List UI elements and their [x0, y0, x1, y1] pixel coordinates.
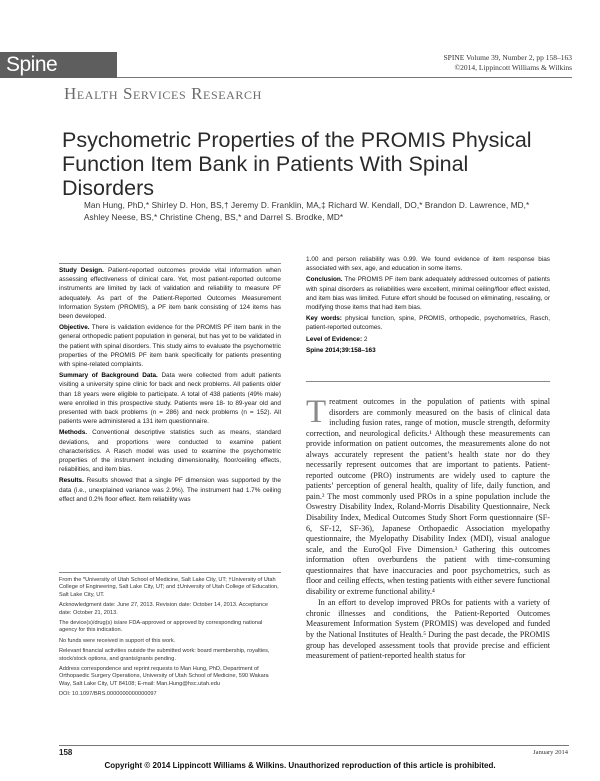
footnote-address: Address correspondence and reprint requests to Man Hung, PhD, Department of Orthopaedic Surgery Operations, University of Utah School of Medicine, 590 Wakara Way, Salt Lake City, UT 84108; E-mail: Man.Hung@hsc.utah.edu: [59, 666, 269, 687]
abstract-keywords: Key words: physical function, spine, PROMIS, orthopedic, psychometrics, Rasch, patient-reported outcomes.: [306, 315, 551, 332]
abstract-results-continued: 1.00 and person reliability was 0.99. We found evidence of item response bias associated with sex, age, and education in some items.: [306, 256, 550, 273]
abstract-methods: Methods. Conventional descriptive statistics such as means, standard deviations, and proportions were conducted to examine patient characteristics. A Rasch model was used to examine the psychometric properties of the instrument including dimensionality, floor/ceiling effects, reliabilities, and item bias.: [59, 429, 281, 474]
journal-copyright-line: ©2014, Lippincott Williams & Wilkins: [454, 63, 572, 72]
footnote-affiliations: From the *University of Utah School of Medicine, Salt Lake City, UT; †University of Utah College of Engineering, Salt Lake City, UT; and ‡University of Utah College of Education, Salt Lake City, UT.: [59, 577, 279, 598]
issue-date: January 2014: [533, 749, 568, 756]
body-paragraph-1: Treatment outcomes in the population of patients with spinal disorders are commonly measured on the basis of clinical data including fusion rates, range of motion, muscle strength, deformity correction, and neurological deficits.¹ Although these measurements can provide information on patient outcomes, the measurements alone do not always accurately represent the patient’s health state nor do they necessarily represent outcomes that are important to patients. Patient-reported outcome (PRO) instruments are widely used to capture the patients’ perception of general health, quality of life, daily function, and pain.² The most commonly used PROs in a spine population include the Oswestry Disability Index, Roland-Morris Disability Questionnaire, Neck Disability Index, Medical Outcomes Study Short Form questionnaire (SF-6, SF-12, SF-36), Japanese Orthopaedic Association myelopathy questionnaire, the Myelopathy Disability Index (MDI), visual analogue scale, and the EuroQol Five Dimension.³ Gathering this outcomes information often overburdens the patient with time-consuming questionnaires that have inaccuracies and poor psychometrics, such as floor and ceiling effects, when testing patients with either severe functional disability or extreme functional ability.⁴: [306, 394, 550, 596]
header-divider: [117, 77, 572, 78]
journal-volume-line: SPINE Volume 39, Number 2, pp 158–163: [443, 53, 572, 62]
abstract-background: Summary of Background Data. Data were collected from adult patients visiting a university spine clinic for back and neck problems. All patients older than 18 years were eligible to participate. A total of 438 patients (49% male) were enrolled in this prospective study. Patients were 18- to 89-year old and presented with back problems (n = 286) and neck problems (n = 152). All patients were administered a 131 item questionnaire.: [59, 372, 281, 426]
abstract-conclusion: Conclusion. The PROMIS PF item bank adequately addressed outcomes of patients with spinal disorders as reliabilities were excellent, minimal ceiling/floor effect existed, and item bias was limited. Future effort should be focused on eliminating, rescaling, or modifying those items that had item bias.: [306, 276, 550, 312]
footnotes: [59, 577, 281, 702]
article-title: Psychometric Properties of the PROMIS Physical Function Item Bank in Patients With Spinal Disorders: [62, 128, 532, 200]
article-body: [306, 394, 550, 663]
footer-divider: [59, 745, 569, 746]
abstract-top-divider: [59, 263, 281, 264]
footnote-dates: Acknowledgment date: June 27, 2013. Revision date: October 14, 2013. Acceptance date: October 21, 2013.: [59, 602, 268, 616]
copyright-notice: Copyright © 2014 Lippincott Williams & Wilkins. Unauthorized reproduction of this article is prohibited.: [104, 761, 496, 770]
body-paragraph-2: In an effort to develop improved PROs for patients with a variety of chronic illnesses and conditions, the Patient-Reported Outcomes Measurement Information System (PROMIS) was developed and funded by the National Institutes of Health.⁵ During the past decade, the PROMIS group has developed assessment tools that provide precise and efficient measurement of patient-reported health status for: [306, 598, 550, 661]
abstract-right-column: [306, 255, 550, 357]
drop-cap: T: [306, 394, 327, 430]
journal-logo: Spine: [0, 52, 117, 78]
footnote-financial: Relevant financial activities outside the submitted work: board membership, royalties, stock/stock options, and grants/grants pending.: [59, 648, 270, 662]
footnote-devices: The device(s)/drug(s) is/are FDA-approved or approved by corresponding national agency for this indication.: [59, 620, 263, 634]
journal-info: [444, 53, 572, 73]
abstract-bottom-divider: [306, 381, 550, 382]
author-list: Man Hung, PhD,* Shirley D. Hon, BS,† Jeremy D. Franklin, MA,‡ Richard W. Kendall, DO,* Brandon D. Lawrence, MD,* Ashley Neese, BS,* Christine Cheng, BS,* and Darrel S. Brodke, MD*: [84, 201, 530, 222]
abstract-study-design: Study Design. Patient-reported outcomes provide vital information when assessing effectiveness of clinical care. Yet, most patient-reported outcome instruments are limited by lack of validation and reliability to measure PF adequately. As part of the Patient-Reported Outcomes Measurement Information System (PROMIS), a PF item bank consisting of 124 items has been developed.: [59, 267, 281, 321]
abstract-left-column: [59, 266, 281, 506]
abstract-objective: Objective. There is validation evidence for the PROMIS PF item bank in the general orthopedic patient population in general, but has yet to be validated in the patient with spinal disorders. This study aims to evaluate the psychometric properties of the PROMIS PF item bank specifically for patients presenting with spine-related complaints.: [59, 324, 281, 369]
footnote-divider: [59, 572, 281, 573]
page-number: 158: [59, 748, 73, 757]
abstract-results: Results. Results showed that a single PF dimension was supported by the data (i.e., unexplained variance was 2.9%). The instrument had 1.7% ceiling effect and 0.2% floor effect. Item reliability was: [59, 477, 281, 503]
footnote-doi[interactable]: DOI: 10.1097/BRS.0000000000000097: [59, 691, 157, 698]
abstract-citation: Spine 2014;39:158–163: [306, 346, 376, 354]
footnote-funds: No funds were received in support of this work.: [59, 637, 176, 644]
section-heading: Health Services Research: [64, 84, 262, 103]
abstract-evidence: Level of Evidence: 2: [306, 335, 368, 343]
